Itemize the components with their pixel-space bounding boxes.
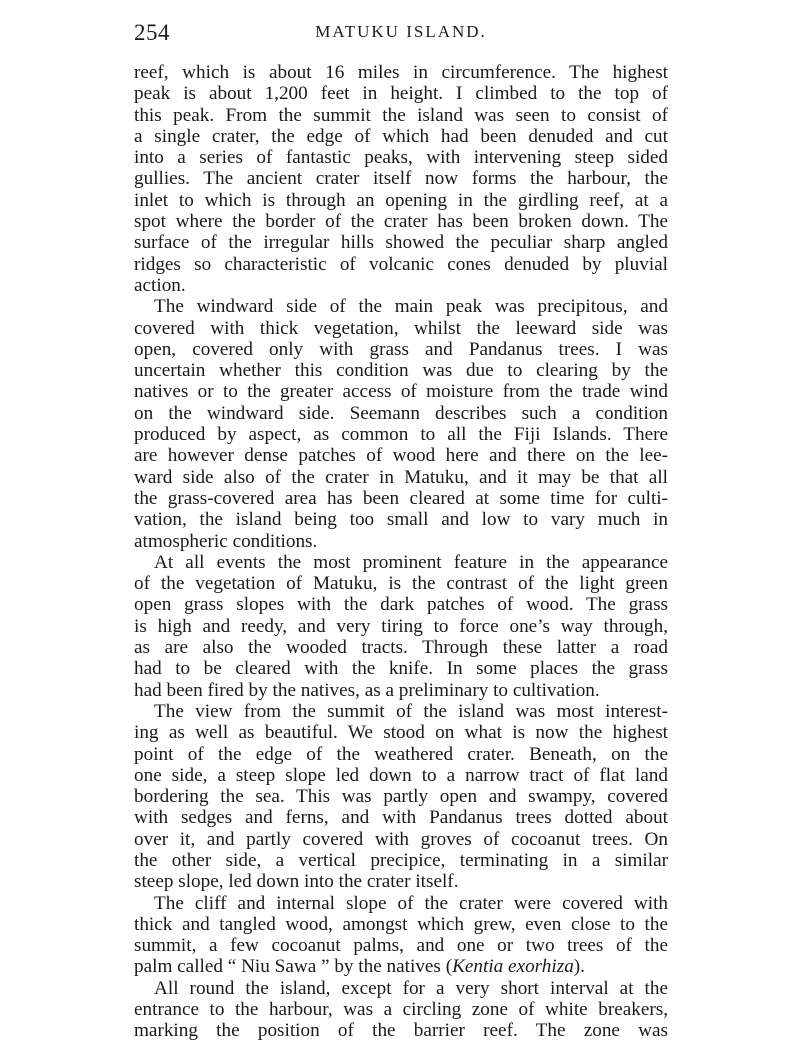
text-line: had to be cleared with the knife. In some places the grass — [134, 658, 668, 680]
text-line: vation, the island being too small and low to vary much in — [134, 509, 668, 531]
text-line: open grass slopes with the dark patches of wood. The grass — [134, 594, 668, 616]
text-line: marking the position of the barrier reef. The zone was — [134, 1020, 668, 1042]
text-line: are however dense patches of wood here and there on the lee- — [134, 445, 668, 467]
text-line: with sedges and ferns, and with Pandanus trees dotted about — [134, 807, 668, 829]
text-line: a single crater, the edge of which had been denuded and cut — [134, 125, 668, 147]
text-line: had been fired by the natives, as a preliminary to cultivation. — [134, 679, 600, 701]
text-line: thick and tangled wood, amongst which grew, even close to the — [134, 913, 668, 935]
text-line: At all events the most prominent feature in the appearance — [154, 551, 668, 573]
paragraph-5 — [134, 893, 668, 978]
text-line: The windward side of the main peak was precipitous, and — [154, 296, 668, 318]
text-line: of the vegetation of Matuku, is the contrast of the light green — [134, 573, 668, 595]
text-line: ridges so characteristic of volcanic cones denuded by pluvial — [134, 253, 668, 275]
text-line: The cliff and internal slope of the crater were covered with — [154, 892, 668, 914]
page-number: 254 — [134, 20, 170, 45]
text-line: summit, a few cocoanut palms, and one or two trees of the — [134, 935, 668, 957]
text-line: is high and reedy, and very tiring to force one’s way through, — [134, 615, 668, 637]
paragraph-6 — [134, 978, 668, 1042]
text-line: covered with thick vegetation, whilst the leeward side was — [134, 317, 668, 339]
text-line: point of the edge of the weathered crater. Beneath, on the — [134, 743, 668, 765]
text-line: bordering the sea. This was partly open and swampy, covered — [134, 786, 668, 808]
text-line: one side, a steep slope led down to a narrow tract of flat land — [134, 764, 668, 786]
paragraph-3 — [134, 552, 668, 701]
body-text — [134, 62, 668, 1042]
text-fragment: palm called “ Niu Sawa ” by the natives ( — [134, 956, 453, 978]
page-header — [134, 18, 668, 52]
text-line: ward side also of the crater in Matuku, and it may be that all — [134, 466, 668, 488]
text-line: entrance to the harbour, was a circling zone of white breakers, — [134, 999, 668, 1021]
text-line — [134, 956, 668, 977]
text-line: The view from the summit of the island was most interest- — [154, 700, 668, 722]
text-line: into a series of fantastic peaks, with intervening steep sided — [134, 147, 668, 169]
text-line: ing as well as beautiful. We stood on what is now the highest — [134, 722, 668, 744]
text-line: uncertain whether this condition was due to clearing by the — [134, 360, 668, 382]
text-line: steep slope, led down into the crater itself. — [134, 871, 459, 893]
text-line: gullies. The ancient crater itself now forms the harbour, the — [134, 168, 668, 190]
text-line: natives or to the greater access of moisture from the trade wind — [134, 381, 668, 403]
text-line: surface of the irregular hills showed the peculiar sharp angled — [134, 232, 668, 254]
text-line: spot where the border of the crater has been broken down. The — [134, 211, 668, 233]
text-line: the other side, a vertical precipice, terminating in a similar — [134, 849, 668, 871]
paragraph-2 — [134, 296, 668, 552]
running-head: MATUKU ISLAND. — [315, 22, 487, 41]
text-line: atmospheric conditions. — [134, 530, 318, 552]
text-line: produced by aspect, as common to all the Fiji Islands. There — [134, 424, 668, 446]
text-line: as are also the wooded tracts. Through these latter a road — [134, 637, 668, 659]
text-line: the grass-covered area has been cleared at some time for culti- — [134, 487, 668, 509]
text-line: reef, which is about 16 miles in circumference. The highest — [134, 62, 668, 83]
text-line: open, covered only with grass and Pandanus trees. I was — [134, 338, 668, 360]
text-line: All round the island, except for a very short interval at the — [154, 977, 668, 999]
text-line: over it, and partly covered with groves of cocoanut trees. On — [134, 828, 668, 850]
text-fragment: ). — [573, 956, 585, 978]
text-line: this peak. From the summit the island was seen to consist of — [134, 104, 668, 126]
text-line: on the windward side. Seemann describes such a condition — [134, 402, 668, 424]
text-line: action. — [134, 274, 186, 296]
paragraph-1 — [134, 62, 668, 296]
text-line: inlet to which is through an opening in the girdling reef, at a — [134, 189, 668, 211]
text-line: peak is about 1,200 feet in height. I climbed to the top of — [134, 83, 668, 105]
species-name: Kentia exorhiza — [452, 956, 574, 978]
paragraph-4 — [134, 701, 668, 893]
